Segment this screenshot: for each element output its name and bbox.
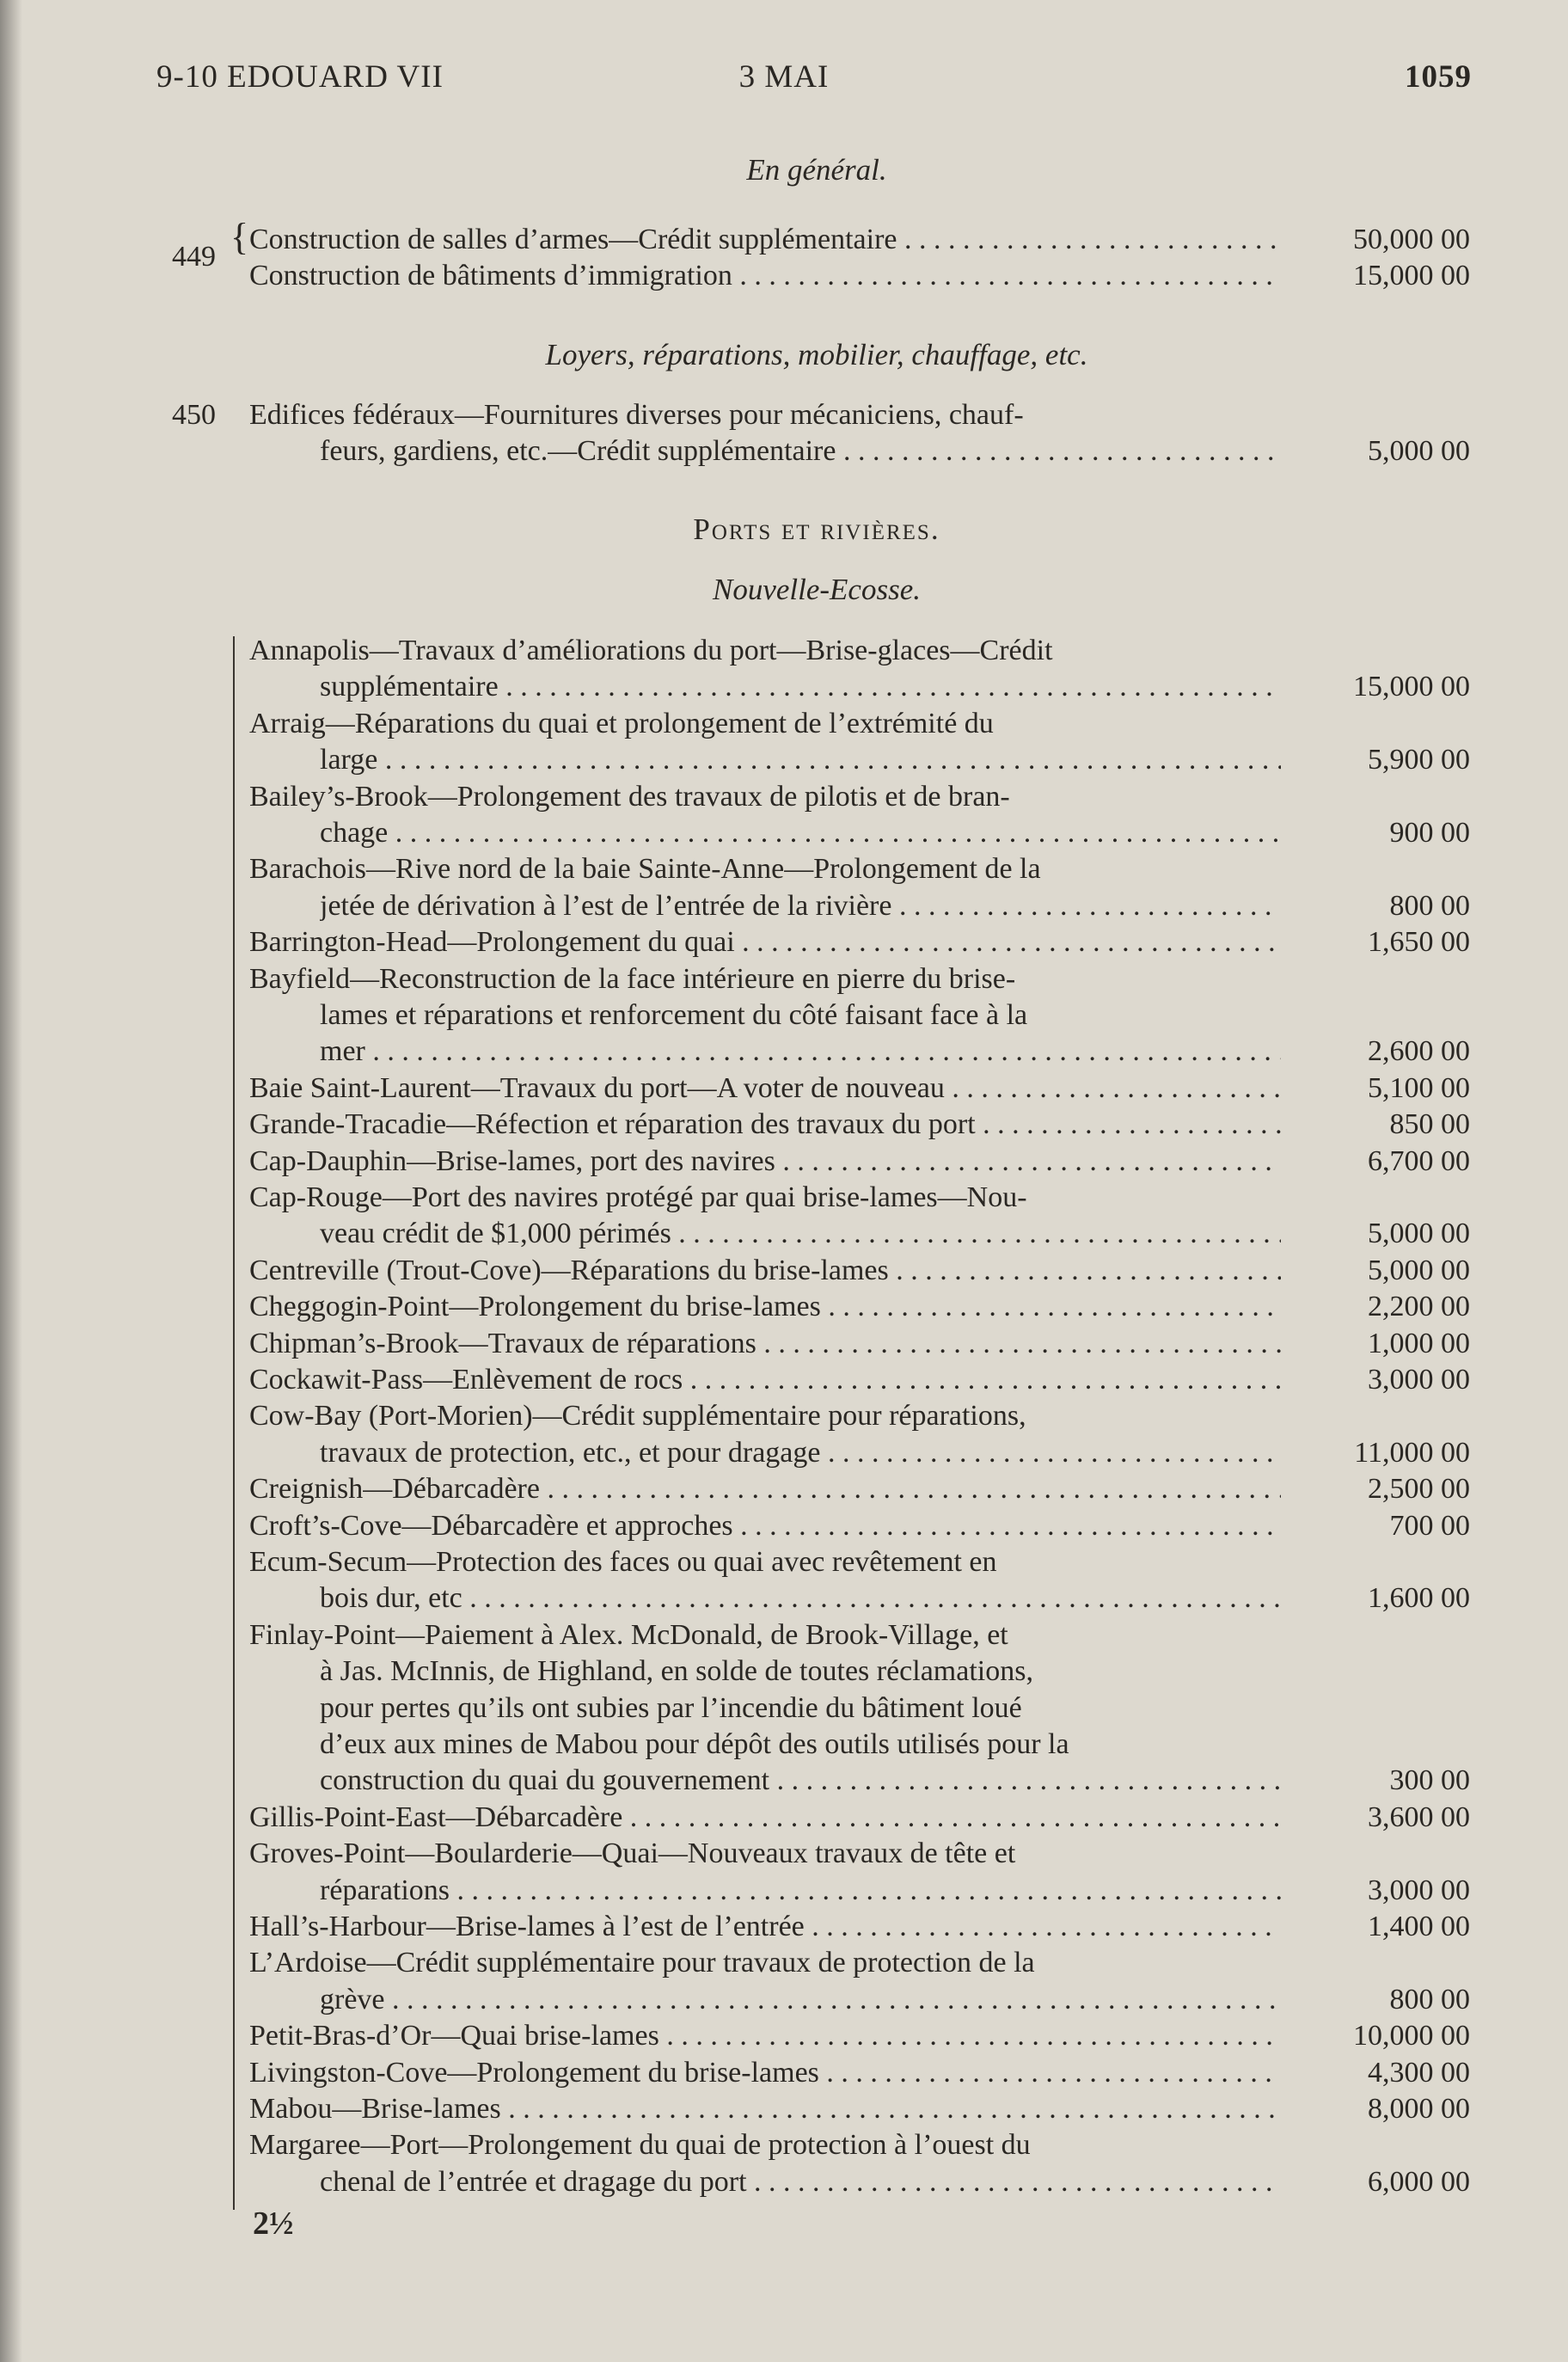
entry-amount: 1,400 00 [1368, 1911, 1470, 1942]
entry-line: bois dur, etc . . . [320, 1580, 1281, 1617]
entry-amount: 1,600 00 [1368, 1582, 1470, 1615]
entry-line: Cap-Rouge—Port des navires protégé par quai brise-lames—Nou- [249, 1181, 1027, 1213]
page-signature: 2½ [253, 2206, 294, 2242]
entry-line: Chipman’s-Brook—Travaux de réparations . . . [249, 1326, 1281, 1362]
entry-amount: 6,700 00 [1368, 1144, 1470, 1177]
entry-line: Annapolis—Travaux d’améliorations du port—Brise-glaces—Crédit [249, 635, 1053, 666]
entry-line: Livingston-Cove—Prolongement du brise-lames . . . [249, 2055, 1281, 2091]
entry-line: Groves-Point—Boularderie—Quai—Nouveaux travaux de tête et [249, 1837, 1016, 1870]
entry-amount: 6,000 00 [1368, 2165, 1470, 2198]
entry-line: Creignish—Débarcadère . . . [249, 1471, 1281, 1507]
entry-449-line: Construction de salles d’armes—Crédit supplémentaire . . . [249, 222, 1281, 258]
amount-449-2: 15,000 00 [1353, 260, 1470, 291]
vote-bracket [233, 636, 235, 2210]
vote-number-449: 449 [172, 241, 216, 273]
entry-amount: 3,600 00 [1368, 1801, 1470, 1833]
entry-line: supplémentaire . . . [320, 669, 1281, 705]
entry-amount: 3,000 00 [1368, 1874, 1470, 1906]
entry-amount: 300 00 [1389, 1764, 1470, 1797]
entry-line: Centreville (Trout-Cove)—Réparations du brise-lames . . . [249, 1253, 1281, 1289]
section-loyers: Loyers, réparations, mobilier, chauffage, etc. [545, 338, 1088, 371]
amount-449-1: 50,000 00 [1353, 224, 1470, 255]
entry-line: grève . . . [320, 1982, 1281, 2018]
entry-line: mer . . . [320, 1034, 1281, 1070]
entry-line: jetée de dérivation à l’est de l’entrée de la rivière . . . [320, 888, 1281, 924]
brace-449: { [230, 216, 249, 258]
entry-amount: 900 00 [1389, 817, 1470, 849]
entry-449-line: Construction de bâtiments d’immigration . . . [249, 258, 1281, 294]
entry-amount: 5,900 00 [1368, 744, 1470, 776]
entry-amount: 850 00 [1389, 1108, 1470, 1141]
entry-line: Grande-Tracadie—Réfection et réparation des travaux du port . . . [249, 1107, 1281, 1143]
entry-line: Cheggogin-Point—Prolongement du brise-lames . . . [249, 1289, 1281, 1325]
entry-amount: 5,100 00 [1368, 1071, 1470, 1104]
entry-line: Petit-Bras-d’Or—Quai brise-lames . . . [249, 2018, 1281, 2054]
entry-line: Hall’s-Harbour—Brise-lames à l’est de l’entrée . . . [249, 1909, 1281, 1945]
entry-line: Arraig—Réparations du quai et prolongement de l’extrémité du [249, 707, 994, 739]
entry-amount: 4,300 00 [1368, 2056, 1470, 2089]
entry-line: Cap-Dauphin—Brise-lames, port des navires . . . [249, 1144, 1281, 1180]
entry-line: lames et réparations et renforcement du côté faisant face à la [320, 999, 1028, 1031]
entry-line: à Jas. McInnis, de Highland, en solde de toutes réclamations, [320, 1655, 1033, 1688]
entry-450-line: Edifices fédéraux—Fournitures diverses pour mécaniciens, chauf- [249, 399, 1024, 431]
entry-line: Cow-Bay (Port-Morien)—Crédit supplémentaire pour réparations, [249, 1400, 1026, 1433]
entry-amount: 700 00 [1389, 1509, 1470, 1542]
entry-amount: 800 00 [1389, 889, 1470, 922]
entry-line: Bayfield—Reconstruction de la face intérieure en pierre du brise- [249, 962, 1016, 995]
entry-amount: 1,000 00 [1368, 1327, 1470, 1359]
entry-line: Margaree—Port—Prolongement du quai de protection à l’ouest du [249, 2129, 1031, 2162]
section-general: En général. [746, 153, 887, 187]
entry-line: Gillis-Point-East—Débarcadère . . . [249, 1800, 1281, 1836]
amount-450: 5,000 00 [1368, 435, 1470, 467]
entry-line: Finlay-Point—Paiement à Alex. McDonald, de Brook-Village, et [249, 1618, 1008, 1651]
entry-line: pour pertes qu’ils ont subies par l’incendie du bâtiment loué [320, 1691, 1022, 1724]
entry-line: travaux de protection, etc., et pour dragage . . . [320, 1435, 1281, 1471]
entry-line: Barrington-Head—Prolongement du quai . . . [249, 924, 1281, 960]
vote-number-450: 450 [172, 399, 216, 431]
entry-amount: 15,000 00 [1353, 671, 1470, 703]
entry-amount: 3,000 00 [1368, 1364, 1470, 1396]
entry-amount: 8,000 00 [1368, 2093, 1470, 2125]
entry-line: chage . . . [320, 815, 1281, 851]
entry-amount: 10,000 00 [1353, 2020, 1470, 2052]
entry-amount: 800 00 [1389, 1983, 1470, 2015]
section-nouvelle-ecosse: Nouvelle-Ecosse. [713, 573, 921, 606]
entry-amount: 1,650 00 [1368, 926, 1470, 959]
entry-amount: 5,000 00 [1368, 1218, 1470, 1250]
entry-line: L’Ardoise—Crédit supplémentaire pour travaux de protection de la [249, 1947, 1035, 1979]
header-date: 3 MAI [738, 59, 830, 95]
entry-line: d’eux aux mines de Mabou pour dépôt des outils utilisés pour la [320, 1728, 1069, 1760]
entry-line: chenal de l’entrée et dragage du port . . . [320, 2164, 1281, 2200]
entry-line: Ecum-Secum—Protection des faces ou quai avec revêtement en [249, 1546, 997, 1578]
entry-line: Barachois—Rive nord de la baie Sainte-Anne—Prolongement de la [249, 853, 1041, 886]
entry-amount: 11,000 00 [1354, 1436, 1470, 1469]
entry-450-line: feurs, gardiens, etc.—Crédit supplémentaire . . . [320, 433, 1281, 469]
entry-line: large . . . [320, 742, 1281, 778]
entry-line: Mabou—Brise-lames . . . [249, 2091, 1281, 2127]
entry-line: Bailey’s-Brook—Prolongement des travaux de pilotis et de bran- [249, 780, 1010, 813]
entry-line: Cockawit-Pass—Enlèvement de rocs . . . [249, 1362, 1281, 1398]
entry-line: veau crédit de $1,000 périmés . . . [320, 1216, 1281, 1252]
entry-line: Croft’s-Cove—Débarcadère et approches . . . [249, 1508, 1281, 1544]
header-session: 9-10 EDOUARD VII [156, 59, 444, 95]
entry-amount: 2,500 00 [1368, 1473, 1470, 1506]
entry-amount: 5,000 00 [1368, 1254, 1470, 1286]
entry-line: Baie Saint-Laurent—Travaux du port—A voter de nouveau . . . [249, 1071, 1281, 1107]
entry-amount: 2,200 00 [1368, 1291, 1470, 1323]
header-page-number: 1059 [1405, 59, 1472, 95]
entry-amount: 2,600 00 [1368, 1035, 1470, 1068]
entry-line: réparations . . . [320, 1873, 1281, 1909]
entry-line: construction du quai du gouvernement . . . [320, 1763, 1281, 1799]
section-ports: Ports et rivières. [693, 512, 940, 546]
